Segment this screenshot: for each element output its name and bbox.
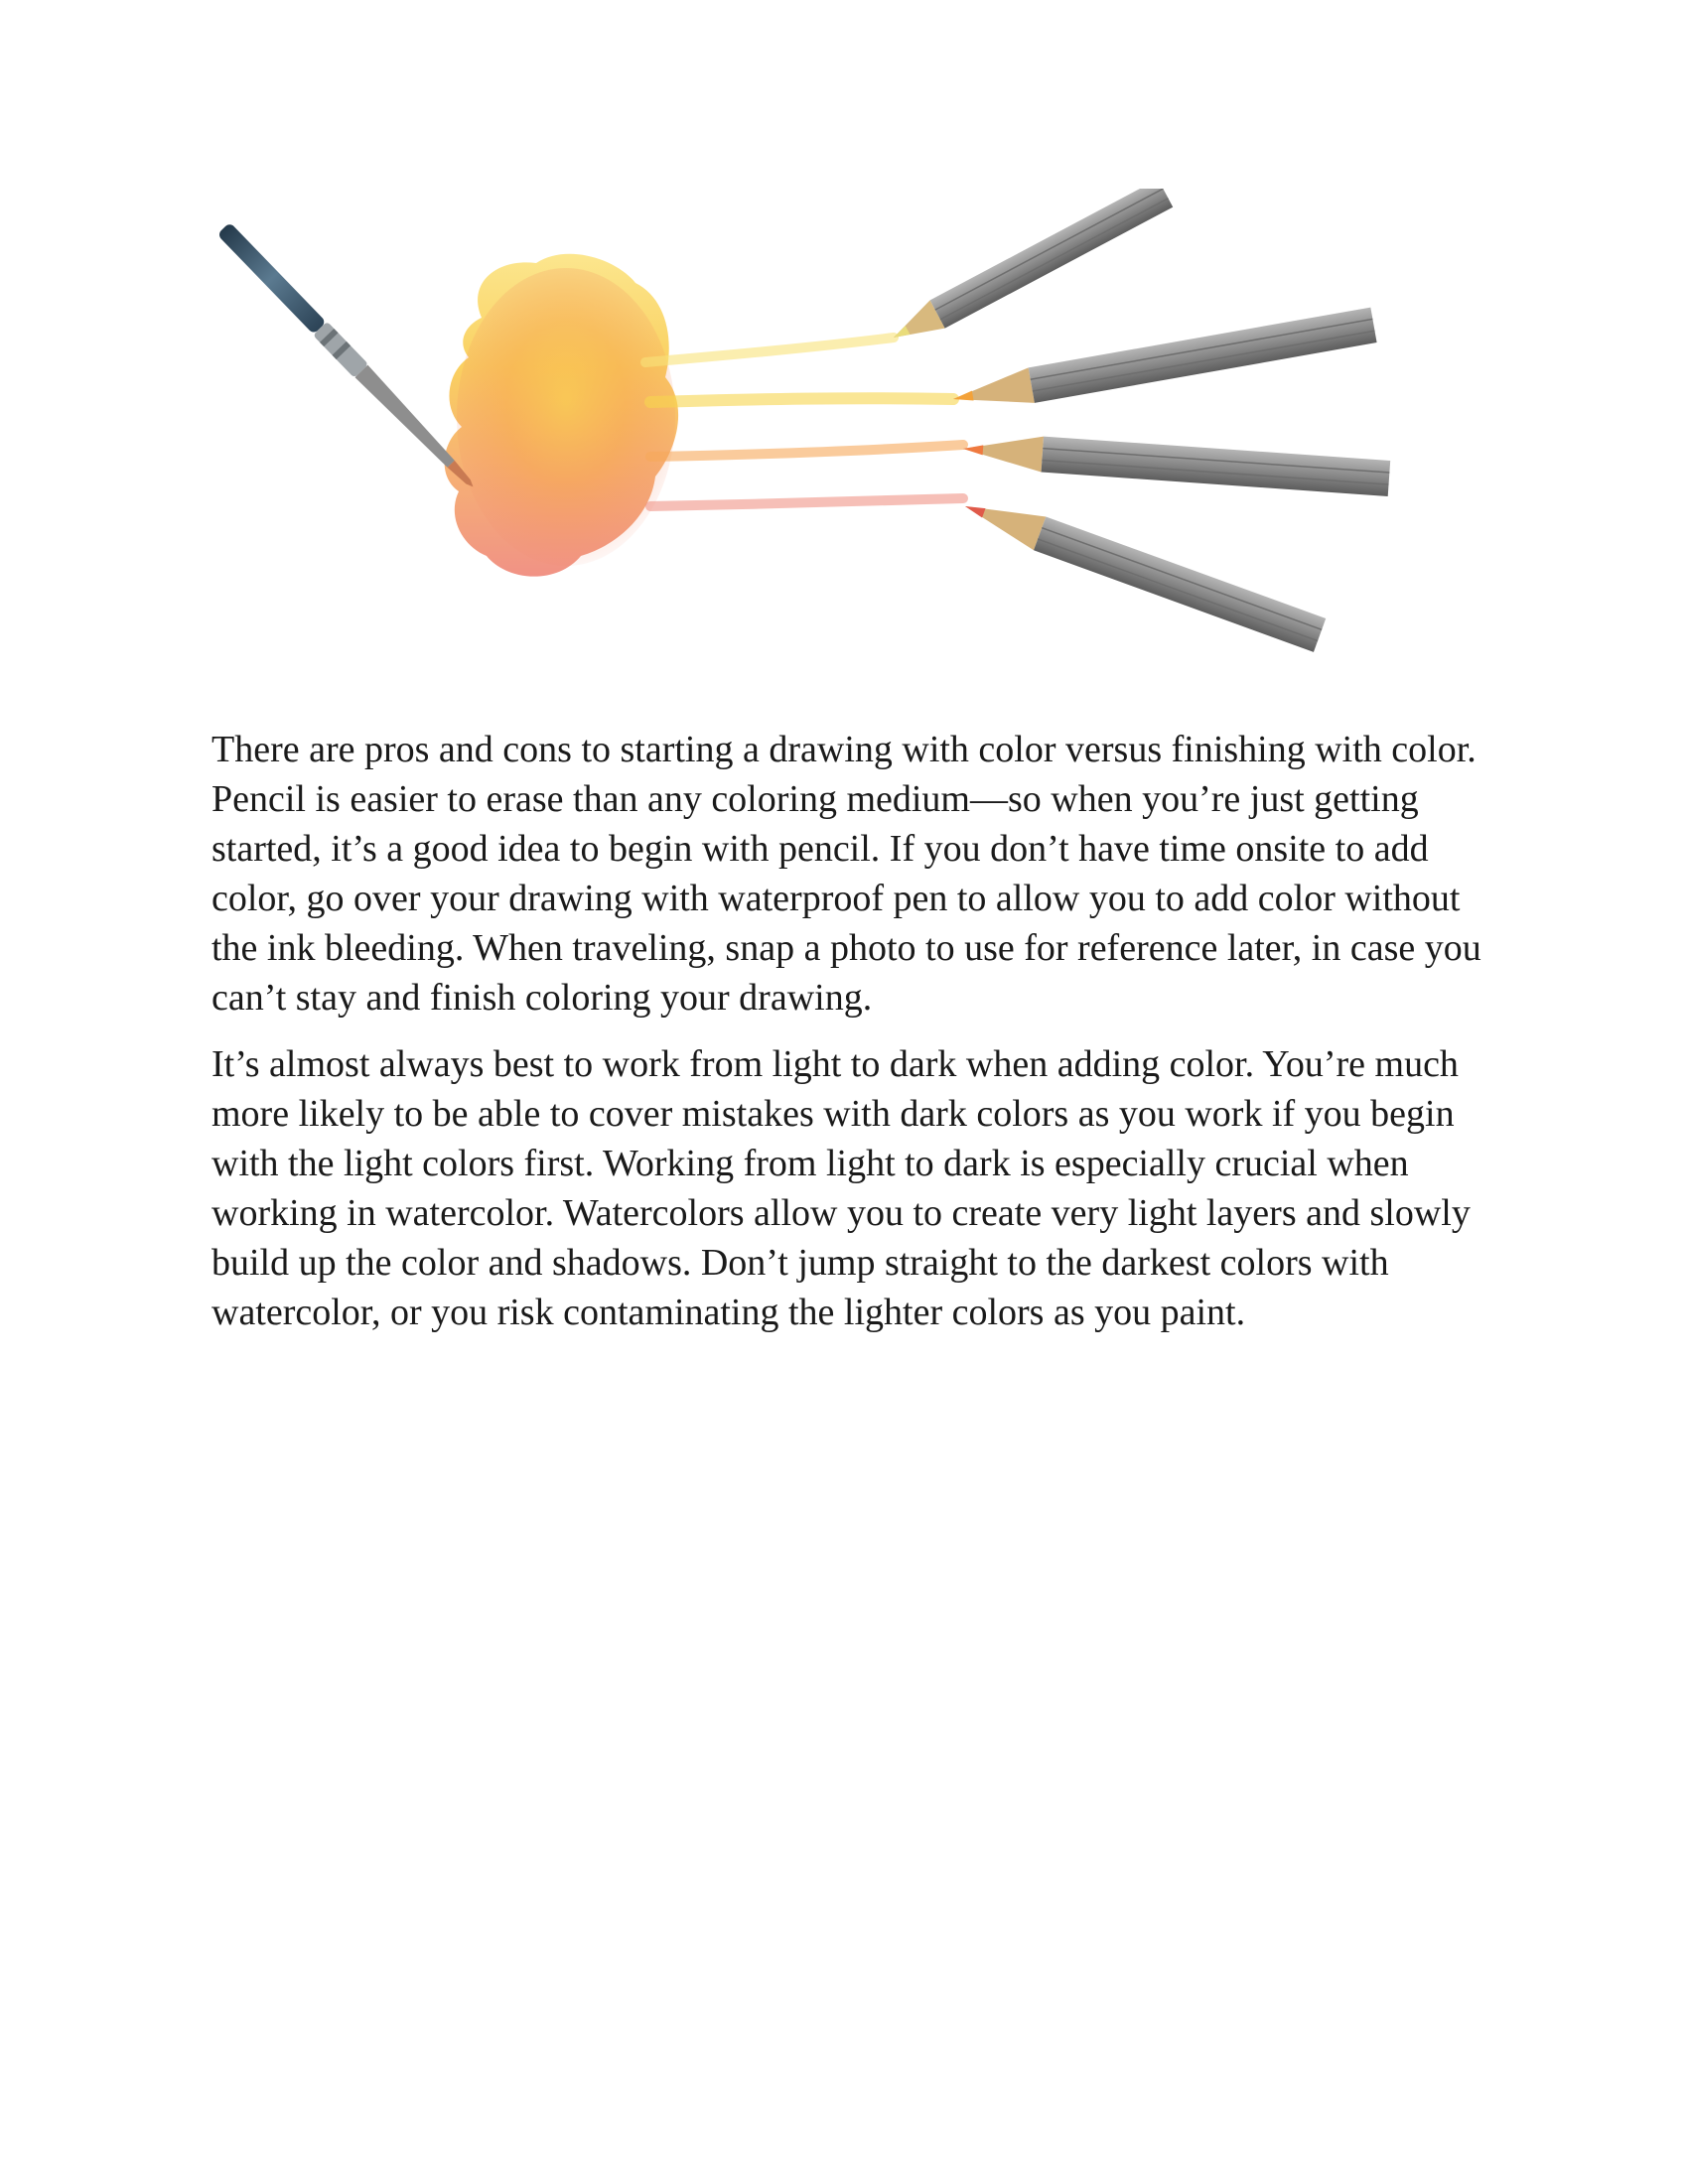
paragraph: It’s almost always best to work from light to dark when adding color. You’re much more likely to be able to cover mistakes with dark colors as you work if you begin with the light colors first. Working from light to dark is especially crucial when working in watercolor. Watercolors allow you to create very light layers and slowly build up the color and shadows. Don’t jump straight to the darkest colors with watercolor, or you risk contaminating the lighter colors as you paint. — [211, 1043, 1471, 1333]
brush-and-pencils-illustration — [199, 189, 1489, 665]
pencil-orange-icon — [962, 431, 1390, 496]
pencil-red-icon — [959, 489, 1326, 652]
paragraph: There are pros and cons to starting a drawing with color versus finishing with color. Pencil is easier to erase than any coloring medium—so when you’re just getting started, it’s a good idea to begin with pencil. If you don’t have time onsite to add color, go over your drawing with waterproof pen to allow you to add color without the ink bleeding. When traveling, snap a photo to use for reference later, in case you can’t stay and finish coloring your drawing. — [211, 729, 1481, 1019]
watercolor-wash — [445, 254, 678, 577]
pencil-yellow-icon — [950, 308, 1377, 417]
body-text — [211, 725, 1502, 1354]
paintbrush-icon — [216, 221, 481, 493]
color-streaks — [645, 338, 963, 506]
pencil-yellow-light-icon — [886, 189, 1173, 351]
illustration-svg — [199, 189, 1489, 665]
